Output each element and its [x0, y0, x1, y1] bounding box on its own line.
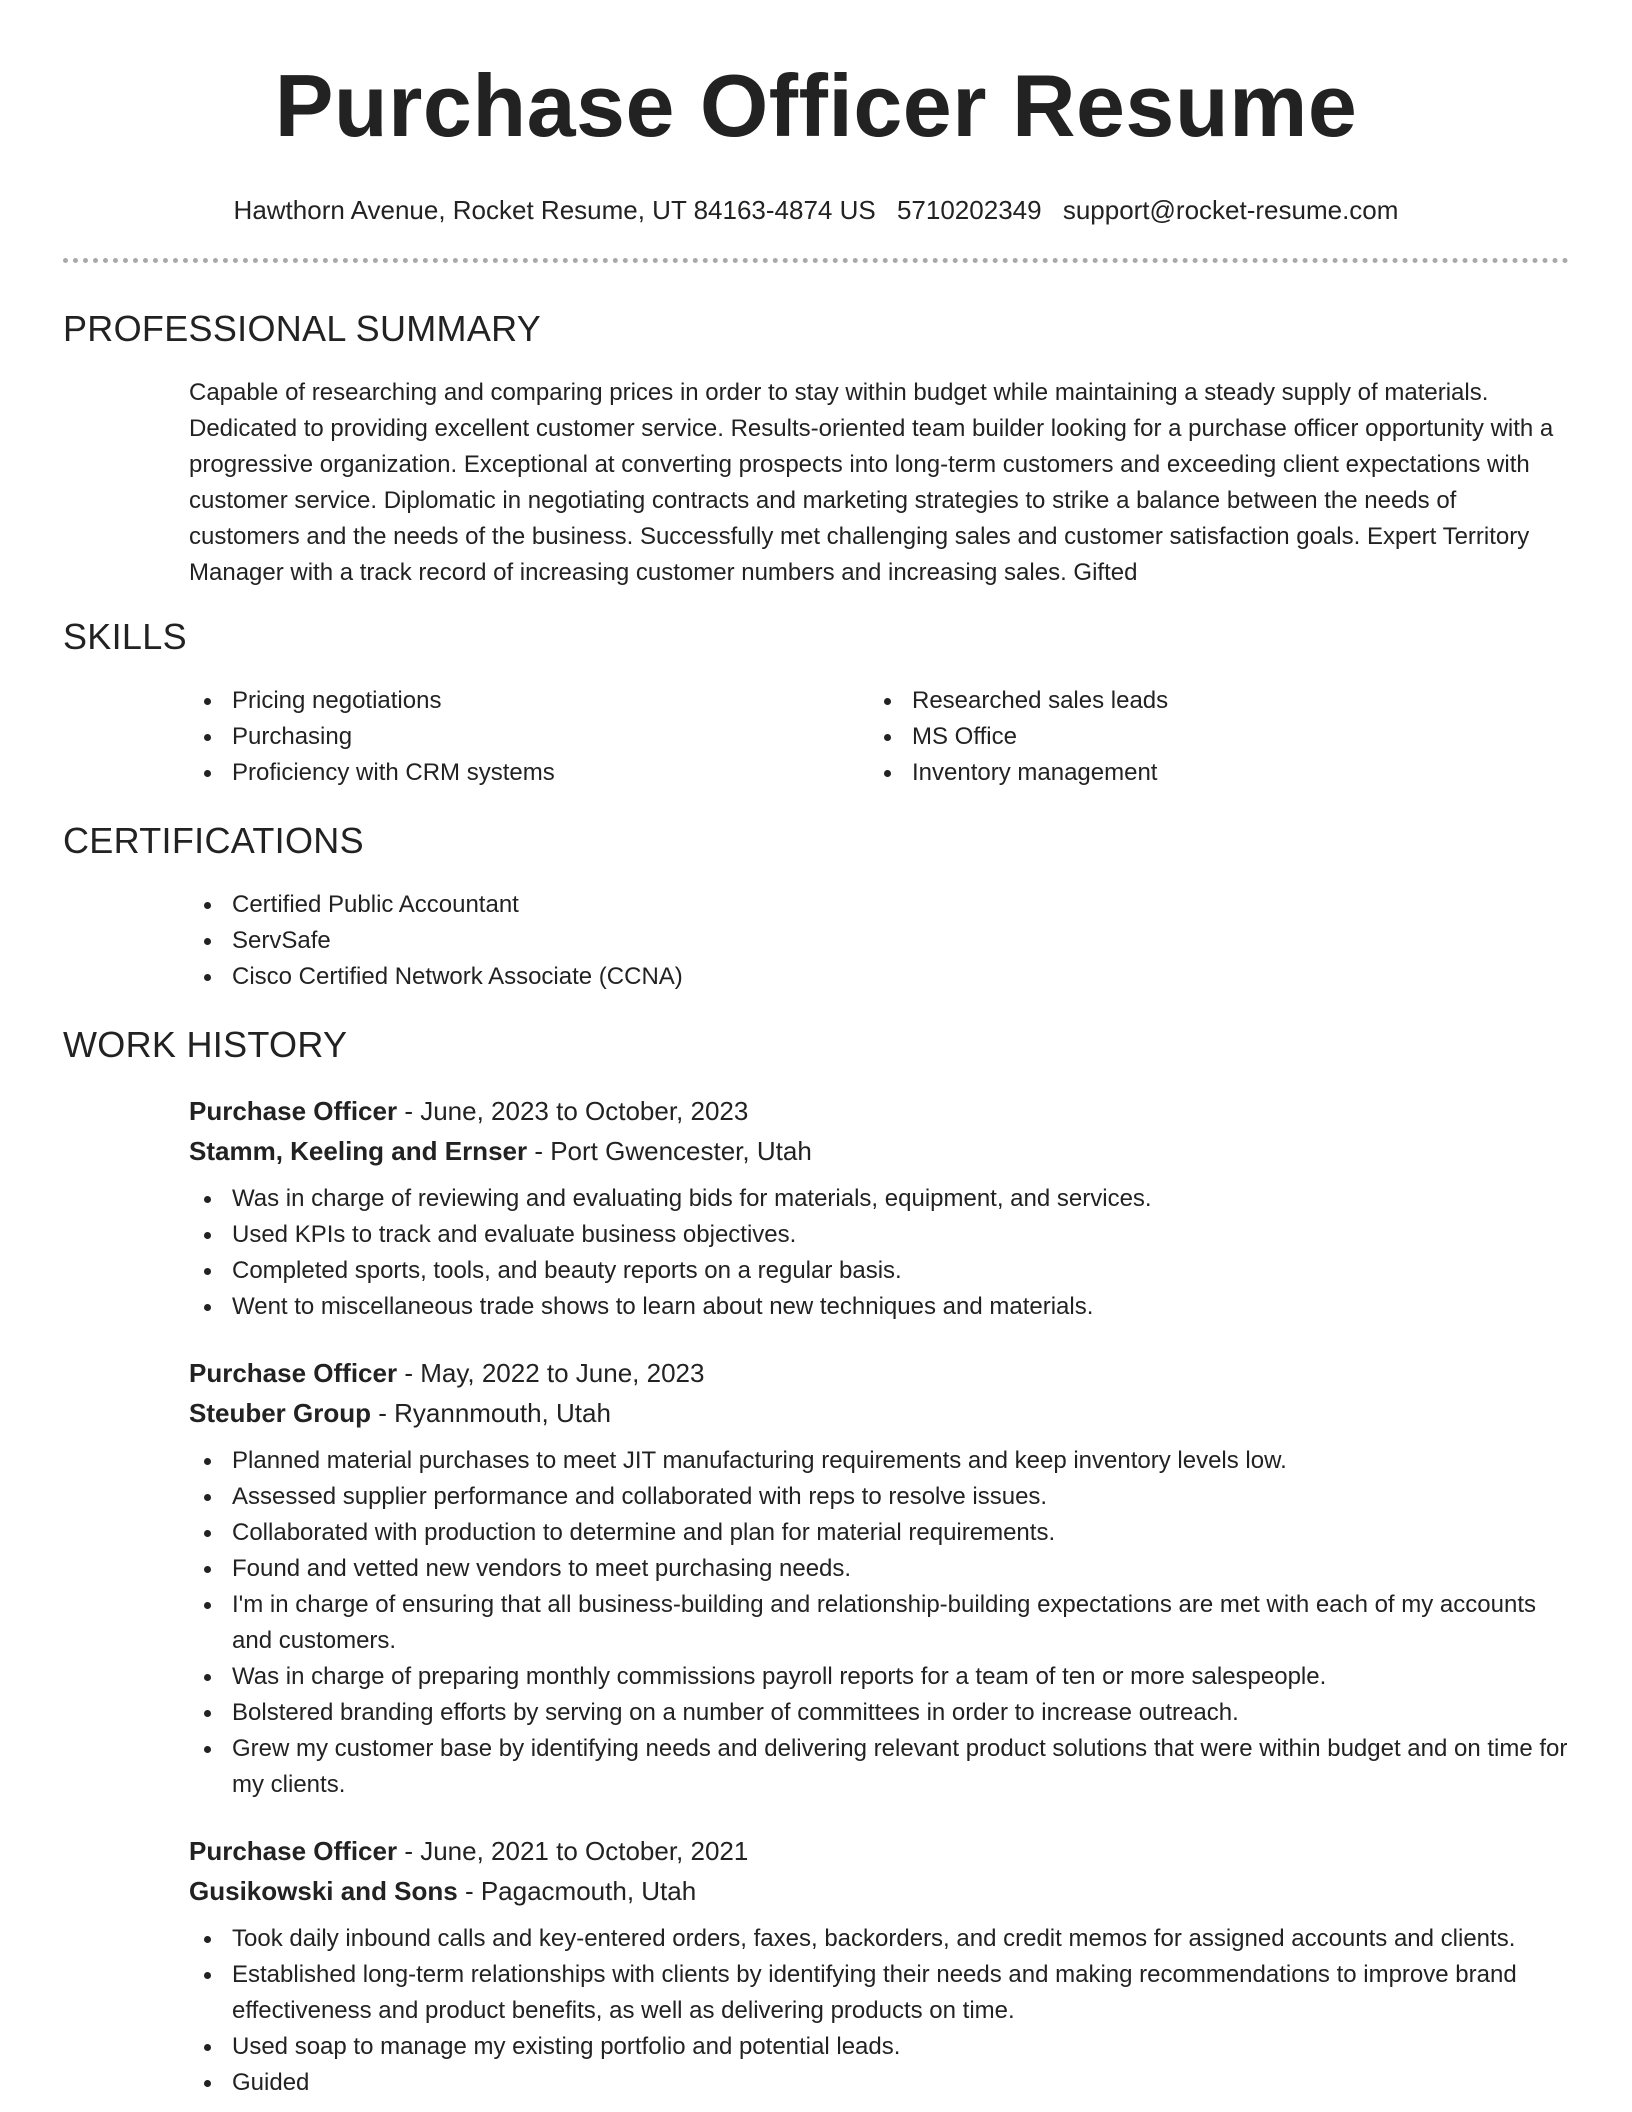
list-item: Collaborated with production to determine and plan for material requirements.	[189, 1515, 1569, 1551]
list-item: Went to miscellaneous trade shows to learn about new techniques and materials.	[189, 1289, 1569, 1325]
job-location: - Pagacmouth, Utah	[457, 1876, 697, 1906]
list-item: Established long-term relationships with clients by identifying their needs and making recommendations to improve brand effectiveness and product benefits, as well as delivering products on time.	[189, 1957, 1569, 2029]
list-item: Took daily inbound calls and key-entered orders, faxes, backorders, and credit memos for assigned accounts and clients.	[189, 1921, 1569, 1957]
job-title: Purchase Officer	[189, 1358, 398, 1388]
job-company: Steuber Group	[189, 1398, 372, 1428]
list-item: Assessed supplier performance and collaborated with reps to resolve issues.	[189, 1479, 1569, 1515]
work-history-list	[189, 1091, 1569, 2101]
job-bullets	[189, 1181, 1569, 1325]
list-item: Used KPIs to track and evaluate business objectives.	[189, 1217, 1569, 1253]
contact-email: support@rocket-resume.com	[1062, 195, 1399, 225]
list-item: Used soap to manage my existing portfolio and potential leads.	[189, 2029, 1569, 2065]
list-item: Certified Public Accountant	[189, 887, 1569, 923]
job-location: - Ryannmouth, Utah	[371, 1398, 611, 1428]
list-item: Found and vetted new vendors to meet purchasing needs.	[189, 1551, 1569, 1587]
job-dates: - June, 2023 to October, 2023	[397, 1096, 749, 1126]
job-title-line	[189, 1353, 1569, 1393]
job-company-line	[189, 1393, 1569, 1433]
list-item: Proficiency with CRM systems	[189, 755, 869, 791]
skills-list	[189, 683, 1569, 791]
list-item: Planned material purchases to meet JIT manufacturing requirements and keep inventory levels low.	[189, 1443, 1569, 1479]
list-item: Pricing negotiations	[189, 683, 869, 719]
list-item: I'm in charge of ensuring that all business-building and relationship-building expectations are met with each of my accounts and customers.	[189, 1587, 1569, 1659]
certifications-heading: CERTIFICATIONS	[63, 820, 364, 861]
job-entry	[189, 1091, 1569, 1325]
job-entry	[189, 1353, 1569, 1803]
page-title: Purchase Officer Resume	[274, 56, 1358, 155]
skills-heading: SKILLS	[63, 616, 187, 657]
job-dates: - June, 2021 to October, 2021	[397, 1836, 749, 1866]
contact-phone: 5710202349	[896, 195, 1042, 225]
list-item: Researched sales leads	[869, 683, 1549, 719]
job-bullets	[189, 1921, 1569, 2101]
list-item: Grew my customer base by identifying needs and delivering relevant product solutions that were within budget and on time for my clients.	[189, 1731, 1569, 1803]
job-title-line	[189, 1831, 1569, 1871]
job-title: Purchase Officer	[189, 1096, 398, 1126]
work-history-heading: WORK HISTORY	[63, 1024, 348, 1065]
job-location: - Port Gwencester, Utah	[527, 1136, 812, 1166]
list-item: Cisco Certified Network Associate (CCNA)	[189, 959, 1569, 995]
job-title: Purchase Officer	[189, 1836, 398, 1866]
job-dates: - May, 2022 to June, 2023	[397, 1358, 705, 1388]
list-item: Was in charge of reviewing and evaluating bids for materials, equipment, and services.	[189, 1181, 1569, 1217]
list-item: Inventory management	[869, 755, 1549, 791]
contact-line	[63, 194, 1569, 226]
job-entry	[189, 1831, 1569, 2101]
skills-right-column	[869, 683, 1549, 791]
job-company-line	[189, 1131, 1569, 1171]
job-company-line	[189, 1871, 1569, 1911]
job-company: Gusikowski and Sons	[189, 1876, 458, 1906]
list-item: ServSafe	[189, 923, 1569, 959]
certifications-list	[189, 887, 1569, 995]
list-item: Purchasing	[189, 719, 869, 755]
list-item: Was in charge of preparing monthly commissions payroll reports for a team of ten or more salespeople.	[189, 1659, 1569, 1695]
job-title-line	[189, 1091, 1569, 1131]
list-item: Guided	[189, 2065, 1569, 2101]
contact-address: Hawthorn Avenue, Rocket Resume, UT 84163-4874 US	[233, 195, 876, 225]
skills-left-column	[189, 683, 869, 791]
summary-heading: PROFESSIONAL SUMMARY	[63, 308, 542, 349]
dotted-divider	[63, 258, 1569, 263]
job-bullets	[189, 1443, 1569, 1803]
job-company: Stamm, Keeling and Ernser	[189, 1136, 528, 1166]
list-item: MS Office	[869, 719, 1549, 755]
list-item: Completed sports, tools, and beauty reports on a regular basis.	[189, 1253, 1569, 1289]
list-item: Bolstered branding efforts by serving on a number of committees in order to increase outreach.	[189, 1695, 1569, 1731]
summary-text: Capable of researching and comparing prices in order to stay within budget while maintaining a steady supply of materials. Dedicated to providing excellent customer service. Results-oriented team builder looking for a purchase officer opportunity with a progressive organization. Exceptional at converting prospects into long-term customers and exceeding client expectations with customer service. Diplomatic in negotiating contracts and marketing strategies to strike a balance between the needs of customers and the needs of the business. Successfully met challenging sales and customer satisfaction goals. Expert Territory Manager with a track record of increasing customer numbers and increasing sales. Gifted	[189, 379, 1554, 586]
